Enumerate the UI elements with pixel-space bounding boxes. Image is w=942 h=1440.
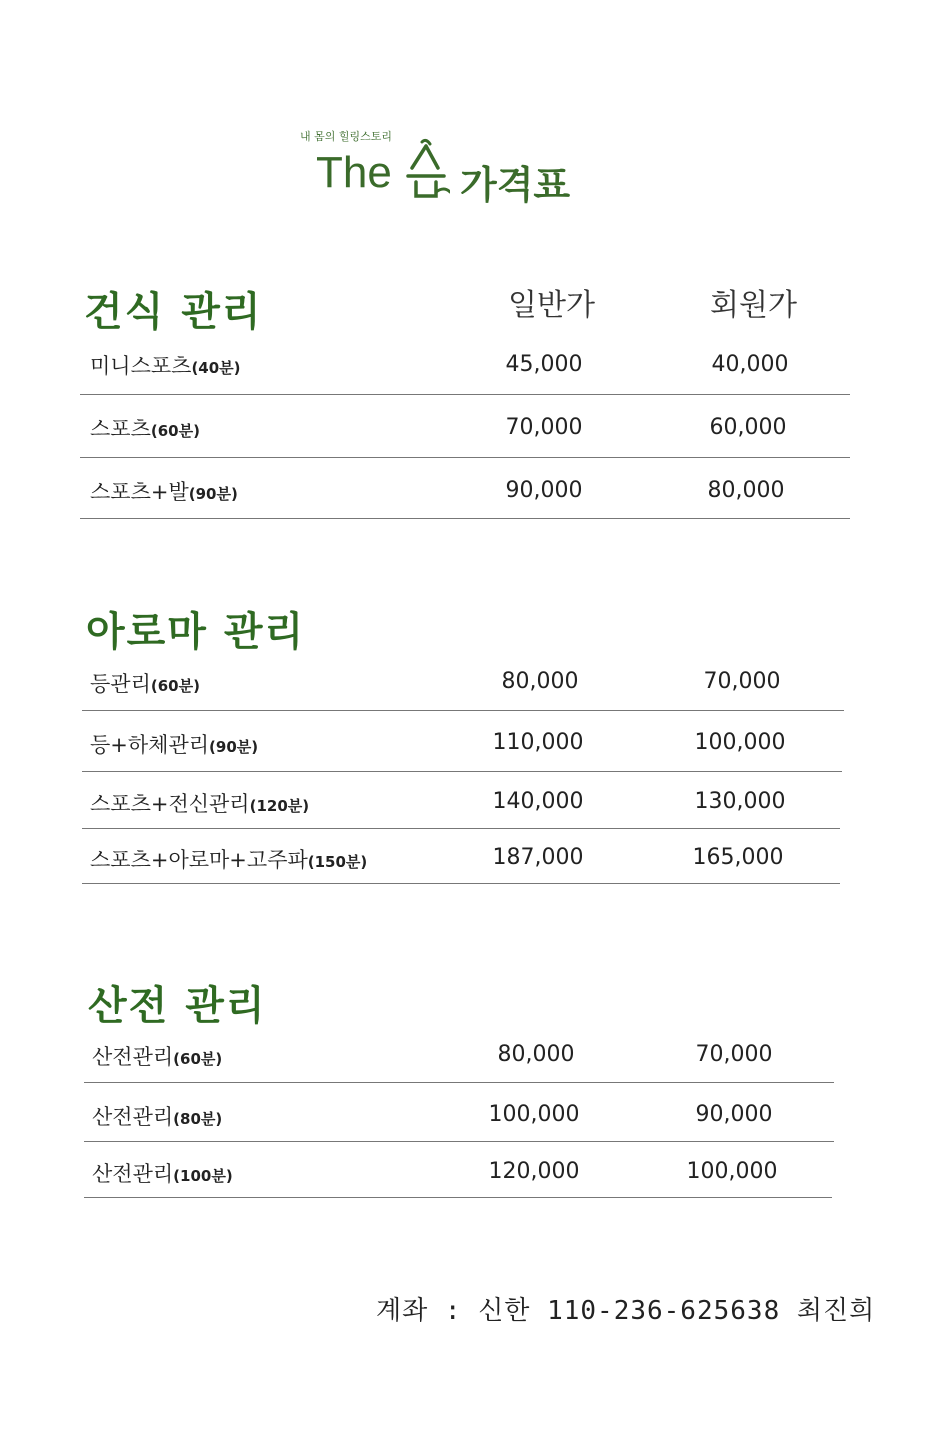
item-name: 등관리(60분) <box>90 672 200 696</box>
item-regular-price: 90,000 <box>505 478 583 503</box>
item-name: 스포츠+발(90분) <box>90 480 238 504</box>
row-divider <box>80 456 850 458</box>
item-member-price: 60,000 <box>709 415 787 440</box>
item-name: 스포츠(60분) <box>90 417 200 441</box>
page-title: 가격표 <box>460 163 571 207</box>
row-divider <box>82 709 844 711</box>
item-name: 스포츠+아로마+고주파(150분) <box>90 848 368 872</box>
member-price-heading: 회원가 <box>710 288 797 323</box>
item-regular-price: 45,000 <box>505 352 583 377</box>
section-title-aroma: 아로마 관리 <box>86 609 306 655</box>
item-member-price: 90,000 <box>695 1102 773 1127</box>
item-name: 스포츠+전신관리(120분) <box>90 792 310 816</box>
row-divider <box>82 882 840 884</box>
item-member-price: 80,000 <box>707 478 785 503</box>
tagline: 내 몸의 힐링스토리 <box>300 130 393 143</box>
row-divider <box>82 770 842 772</box>
item-member-price: 70,000 <box>703 669 781 694</box>
row-divider <box>84 1140 834 1142</box>
item-member-price: 100,000 <box>694 730 786 755</box>
brand-logo-icon <box>400 134 450 204</box>
regular-price-heading: 일반가 <box>508 288 595 323</box>
item-regular-price: 140,000 <box>492 789 584 814</box>
section-title-dry: 건식 관리 <box>84 289 263 335</box>
item-member-price: 165,000 <box>692 845 784 870</box>
item-name: 산전관리(60분) <box>92 1045 223 1069</box>
item-name: 산전관리(80분) <box>92 1105 223 1129</box>
item-name: 미니스포츠(40분) <box>90 354 241 378</box>
bank-account: 계좌 : 신한 110-236-625638 최진희 <box>376 1296 876 1326</box>
item-regular-price: 80,000 <box>497 1042 575 1067</box>
row-divider <box>80 393 850 395</box>
item-regular-price: 70,000 <box>505 415 583 440</box>
item-regular-price: 100,000 <box>488 1102 580 1127</box>
section-title-prenatal: 산전 관리 <box>88 983 267 1029</box>
brand-name: The <box>316 148 392 197</box>
header <box>300 128 620 208</box>
row-divider <box>80 517 850 519</box>
item-member-price: 130,000 <box>694 789 786 814</box>
item-name: 산전관리(100분) <box>92 1162 233 1186</box>
item-regular-price: 80,000 <box>501 669 579 694</box>
item-member-price: 40,000 <box>711 352 789 377</box>
item-regular-price: 187,000 <box>492 845 584 870</box>
row-divider <box>84 1196 832 1198</box>
row-divider <box>82 827 840 829</box>
item-name: 등+하체관리(90분) <box>90 733 259 757</box>
item-member-price: 100,000 <box>686 1159 778 1184</box>
row-divider <box>84 1081 834 1083</box>
item-regular-price: 120,000 <box>488 1159 580 1184</box>
item-regular-price: 110,000 <box>492 730 584 755</box>
item-member-price: 70,000 <box>695 1042 773 1067</box>
